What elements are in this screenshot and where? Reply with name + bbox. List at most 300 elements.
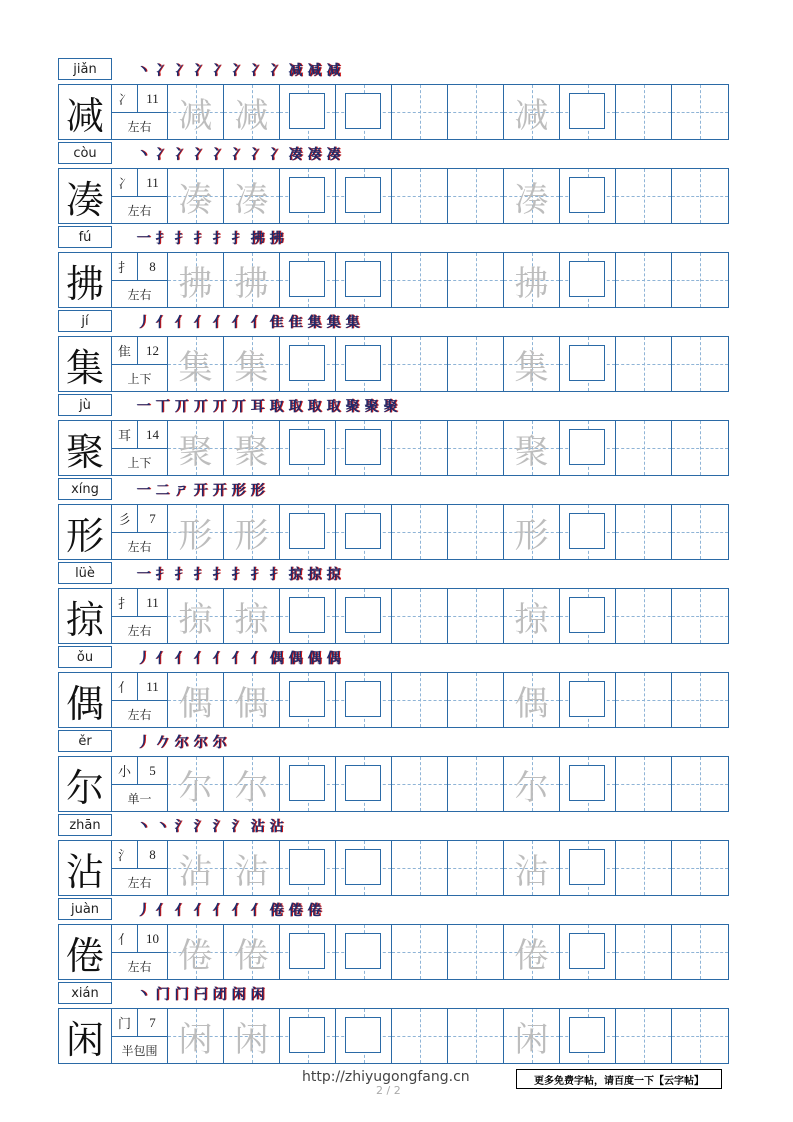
practice-cell[interactable] [280,589,336,643]
practice-cell[interactable] [672,589,728,643]
practice-cell[interactable] [448,253,504,307]
practice-cell[interactable] [392,1009,448,1063]
practice-cell[interactable] [392,757,448,811]
stroke-step: 倦 [307,903,322,919]
practice-cell[interactable] [672,337,728,391]
pinyin-row [58,646,729,670]
practice-cell[interactable] [168,337,224,391]
stroke-step: 减 [326,63,341,79]
practice-cell[interactable] [336,421,392,475]
stroke-step: 冫 [269,147,284,163]
trace-character: 形 [234,515,269,556]
radical-label: 亻 [112,673,138,700]
writing-box[interactable] [345,93,381,129]
practice-cell[interactable] [392,589,448,643]
stroke-step: 偶 [269,651,284,667]
practice-grid-row [58,924,729,980]
practice-cell[interactable] [392,925,448,979]
stroke-step: 亻 [155,903,170,919]
writing-box[interactable] [289,513,325,549]
writing-box[interactable] [289,681,325,717]
stroke-step: 冫 [174,63,189,79]
writing-box[interactable] [569,429,605,465]
writing-box[interactable] [345,513,381,549]
practice-grid-row [58,420,729,476]
stroke-step: 亻 [193,903,208,919]
pinyin-label: ǒu [58,646,112,668]
practice-cell[interactable] [448,421,504,475]
writing-box[interactable] [569,177,605,213]
pinyin-label: xián [58,982,112,1004]
practice-cell[interactable] [168,505,224,559]
stroke-step: 隹 [288,315,303,331]
practice-cell[interactable] [672,169,728,223]
practice-cell[interactable] [616,757,672,811]
practice-cell[interactable] [336,85,392,139]
stroke-step: 扌 [174,567,189,583]
practice-cell[interactable] [224,925,280,979]
practice-cell[interactable] [616,841,672,895]
practice-cell[interactable] [616,589,672,643]
practice-cell[interactable] [336,505,392,559]
practice-cell[interactable] [392,841,448,895]
stroke-count: 11 [146,678,159,694]
practice-cell[interactable] [616,337,672,391]
practice-cell[interactable] [448,925,504,979]
character-entry [58,898,729,982]
structure-label: 半包围 [121,1043,158,1058]
writing-box[interactable] [345,1017,381,1053]
stroke-step: 拂 [269,231,284,247]
stroke-count: 7 [149,510,156,526]
practice-cell[interactable] [616,1009,672,1063]
stroke-step: 取 [326,399,341,415]
practice-cell[interactable] [672,841,728,895]
stroke-step: 倦 [269,903,284,919]
trace-character: 闲 [514,1019,549,1060]
stroke-step: 亻 [174,903,189,919]
practice-cell[interactable] [168,169,224,223]
practice-cell[interactable] [168,925,224,979]
stroke-step: 亻 [231,651,246,667]
practice-cell[interactable] [448,505,504,559]
stroke-step: 亻 [212,651,227,667]
practice-grid-row [58,756,729,812]
writing-box[interactable] [345,261,381,297]
practice-cell[interactable] [168,589,224,643]
stroke-step: 偶 [288,651,303,667]
practice-cell[interactable] [336,925,392,979]
character-info [112,85,168,139]
practice-cell[interactable] [280,421,336,475]
stroke-step: 一 [136,231,151,247]
practice-cell[interactable] [672,673,728,727]
pinyin-row [58,730,729,754]
trace-character: 形 [514,515,549,556]
stroke-step: 冫 [212,63,227,79]
pinyin-label: juàn [58,898,112,920]
practice-cell[interactable] [616,505,672,559]
pinyin-label: jiǎn [58,58,112,80]
practice-cell[interactable] [280,841,336,895]
stroke-step: 尔 [212,735,227,751]
practice-cell[interactable] [392,673,448,727]
practice-cell[interactable] [336,337,392,391]
stroke-step: 门 [155,987,170,1003]
character-info [112,925,168,979]
stroke-step: 氵 [174,819,189,835]
pinyin-row [58,982,729,1006]
writing-box[interactable] [289,597,325,633]
stroke-step: 亻 [193,651,208,667]
practice-cell[interactable] [504,589,560,643]
practice-cell[interactable] [168,85,224,139]
writing-box[interactable] [345,933,381,969]
writing-box[interactable] [289,429,325,465]
practice-cell[interactable] [616,421,672,475]
stroke-step: 冫 [250,63,265,79]
practice-cell[interactable] [168,841,224,895]
trace-character: 集 [234,347,269,388]
stroke-step: 丿 [136,903,151,919]
stroke-order [134,564,343,584]
practice-cell[interactable] [224,85,280,139]
stroke-step: 丿 [136,651,151,667]
practice-cell[interactable] [672,421,728,475]
writing-box[interactable] [289,93,325,129]
stroke-step: 闩 [193,987,208,1003]
writing-box[interactable] [289,177,325,213]
character-info [112,421,168,475]
practice-cell[interactable] [224,337,280,391]
stroke-step: 一 [136,399,151,415]
practice-cell[interactable] [168,1009,224,1063]
radical-label: 耳 [112,421,138,448]
stroke-step: 形 [250,483,265,499]
practice-cell[interactable] [280,673,336,727]
practice-cell[interactable] [560,841,616,895]
stroke-step: 扌 [155,231,170,247]
practice-cell[interactable] [560,757,616,811]
stroke-step: 沾 [269,819,284,835]
practice-cell[interactable] [448,1009,504,1063]
practice-cell[interactable] [504,253,560,307]
practice-cell[interactable] [560,505,616,559]
stroke-step: 冫 [155,147,170,163]
practice-cell[interactable] [224,757,280,811]
practice-cell[interactable] [168,253,224,307]
pinyin-label: ěr [58,730,112,752]
writing-box[interactable] [569,681,605,717]
stroke-step: 倦 [288,903,303,919]
writing-box[interactable] [345,345,381,381]
practice-cell[interactable] [168,757,224,811]
practice-cell[interactable] [224,841,280,895]
writing-box[interactable] [569,513,605,549]
trace-character: 集 [178,347,213,388]
stroke-step: 开 [212,483,227,499]
stroke-step: 丅 [155,399,170,415]
practice-cell[interactable] [672,925,728,979]
practice-cell[interactable] [448,85,504,139]
writing-box[interactable] [345,429,381,465]
practice-cell[interactable] [560,673,616,727]
trace-character: 拂 [234,263,269,304]
pinyin-row [58,58,729,82]
stroke-step: 丿 [136,315,151,331]
stroke-step: 冫 [155,63,170,79]
structure-label: 上下 [127,455,152,470]
practice-cell[interactable] [560,169,616,223]
practice-cell[interactable] [224,589,280,643]
stroke-step: 形 [231,483,246,499]
practice-cell[interactable] [504,421,560,475]
practice-cell[interactable] [392,505,448,559]
writing-box[interactable] [289,849,325,885]
practice-cell[interactable] [616,925,672,979]
stroke-order [134,900,324,920]
stroke-step: 冫 [231,63,246,79]
practice-cell[interactable] [504,673,560,727]
practice-cell[interactable] [448,673,504,727]
trace-character: 形 [178,515,213,556]
stroke-step: 亻 [174,651,189,667]
practice-cell[interactable] [448,169,504,223]
stroke-step: 取 [307,399,322,415]
writing-box[interactable] [569,849,605,885]
trace-character: 减 [234,95,269,136]
practice-cell[interactable] [504,925,560,979]
practice-cell[interactable] [280,85,336,139]
stroke-step: 扌 [212,231,227,247]
character-entry [58,562,729,646]
pinyin-row [58,226,729,250]
practice-cell[interactable] [504,505,560,559]
practice-cell[interactable] [336,841,392,895]
writing-box[interactable] [345,597,381,633]
practice-cell[interactable] [560,253,616,307]
stroke-step: 集 [326,315,341,331]
writing-box[interactable] [345,765,381,801]
practice-cell[interactable] [336,589,392,643]
stroke-step: 丶 [136,147,151,163]
writing-box[interactable] [289,345,325,381]
trace-character: 尔 [178,767,213,808]
writing-box[interactable] [345,681,381,717]
writing-box[interactable] [569,765,605,801]
practice-cell[interactable] [392,337,448,391]
writing-box[interactable] [569,261,605,297]
practice-cell[interactable] [504,169,560,223]
writing-box[interactable] [569,345,605,381]
character-entry [58,394,729,478]
stroke-step: 聚 [364,399,379,415]
writing-box[interactable] [289,261,325,297]
practice-cell[interactable] [560,421,616,475]
practice-cell[interactable] [224,505,280,559]
stroke-step: 丶 [136,987,151,1003]
practice-cell[interactable] [616,253,672,307]
practice-grid-row [58,336,729,392]
practice-cell[interactable] [504,841,560,895]
stroke-step: 冫 [250,147,265,163]
practice-cell[interactable] [448,337,504,391]
practice-cell[interactable] [672,757,728,811]
practice-cell[interactable] [224,169,280,223]
practice-cell[interactable] [224,1009,280,1063]
practice-cell[interactable] [280,757,336,811]
trace-character: 偶 [234,683,269,724]
stroke-step: 凑 [307,147,322,163]
practice-cell[interactable] [336,757,392,811]
practice-cell[interactable] [392,421,448,475]
practice-cell[interactable] [336,253,392,307]
model-character: 拂 [59,253,112,307]
stroke-order [134,228,286,248]
stroke-step: 集 [345,315,360,331]
practice-cell[interactable] [168,673,224,727]
practice-cell[interactable] [448,841,504,895]
practice-cell[interactable] [224,673,280,727]
practice-cell[interactable] [224,421,280,475]
pinyin-row [58,898,729,922]
practice-cell[interactable] [504,757,560,811]
stroke-step: 二 [155,483,170,499]
stroke-step: 扌 [193,567,208,583]
practice-cell[interactable] [616,673,672,727]
character-info [112,589,168,643]
practice-cell[interactable] [448,589,504,643]
character-entry [58,310,729,394]
stroke-order [134,144,343,164]
writing-box[interactable] [569,1017,605,1053]
practice-cell[interactable] [392,253,448,307]
trace-character: 倦 [514,935,549,976]
practice-cell[interactable] [672,253,728,307]
stroke-step: 氵 [231,819,246,835]
radical-label: 氵 [112,841,138,868]
practice-cell[interactable] [168,421,224,475]
writing-box[interactable] [569,93,605,129]
stroke-step: 亻 [212,315,227,331]
writing-box[interactable] [569,597,605,633]
model-character: 倦 [59,925,112,979]
stroke-step: 闲 [231,987,246,1003]
practice-cell[interactable] [336,169,392,223]
model-character: 掠 [59,589,112,643]
practice-cell[interactable] [560,589,616,643]
character-entry [58,478,729,562]
stroke-step: 冫 [174,147,189,163]
character-entry [58,142,729,226]
writing-box[interactable] [345,177,381,213]
footer-url[interactable]: http://zhiyugongfang.cn [302,1069,470,1085]
practice-cell[interactable] [616,85,672,139]
practice-cell[interactable] [504,337,560,391]
stroke-count: 8 [149,846,156,862]
stroke-order [134,732,229,752]
writing-box[interactable] [289,1017,325,1053]
practice-cell[interactable] [280,505,336,559]
practice-cell[interactable] [392,169,448,223]
stroke-step: 𠂊 [155,735,170,751]
practice-cell[interactable] [560,1009,616,1063]
practice-cell[interactable] [560,337,616,391]
practice-cell[interactable] [616,169,672,223]
writing-box[interactable] [569,933,605,969]
structure-label: 单一 [127,791,152,806]
practice-cell[interactable] [392,85,448,139]
trace-character: 沾 [178,851,213,892]
structure-label: 左右 [127,875,152,890]
practice-cell[interactable] [224,253,280,307]
practice-cell[interactable] [280,925,336,979]
practice-cell[interactable] [336,1009,392,1063]
practice-cell[interactable] [280,253,336,307]
stroke-count: 7 [149,1014,156,1030]
trace-character: 拂 [514,263,549,304]
trace-character: 偶 [178,683,213,724]
trace-character: 凑 [178,179,213,220]
model-character: 形 [59,505,112,559]
stroke-step: 门 [174,987,189,1003]
trace-character: 凑 [234,179,269,220]
practice-cell[interactable] [672,1009,728,1063]
practice-cell[interactable] [560,85,616,139]
radical-label: 亻 [112,925,138,952]
stroke-order [134,60,343,80]
stroke-step: 扌 [155,567,170,583]
stroke-count: 14 [146,426,159,442]
practice-grid-row [58,672,729,728]
practice-cell[interactable] [280,1009,336,1063]
stroke-step: 集 [307,315,322,331]
practice-cell[interactable] [448,757,504,811]
practice-cell[interactable] [504,85,560,139]
stroke-order [134,396,400,416]
character-entry [58,58,729,142]
stroke-step: 偶 [307,651,322,667]
trace-character: 减 [514,95,549,136]
structure-label: 左右 [127,707,152,722]
practice-cell[interactable] [672,505,728,559]
writing-box[interactable] [289,933,325,969]
practice-grid-row [58,252,729,308]
stroke-count: 11 [146,174,159,190]
trace-character: 聚 [178,431,213,472]
practice-cell[interactable] [504,1009,560,1063]
stroke-step: 冫 [193,147,208,163]
pinyin-row [58,562,729,586]
radical-label: 门 [112,1009,138,1036]
practice-grid-row [58,168,729,224]
pinyin-label: jù [58,394,112,416]
practice-cell[interactable] [560,925,616,979]
practice-cell[interactable] [280,337,336,391]
pinyin-label: lüè [58,562,112,584]
writing-box[interactable] [289,765,325,801]
practice-cell[interactable] [280,169,336,223]
practice-cell[interactable] [672,85,728,139]
practice-cell[interactable] [336,673,392,727]
stroke-count: 12 [146,342,159,358]
stroke-step: 扌 [231,231,246,247]
trace-character: 偶 [514,683,549,724]
stroke-step: 氵 [193,819,208,835]
stroke-step: 冫 [269,63,284,79]
writing-box[interactable] [345,849,381,885]
stroke-step: 聚 [383,399,398,415]
